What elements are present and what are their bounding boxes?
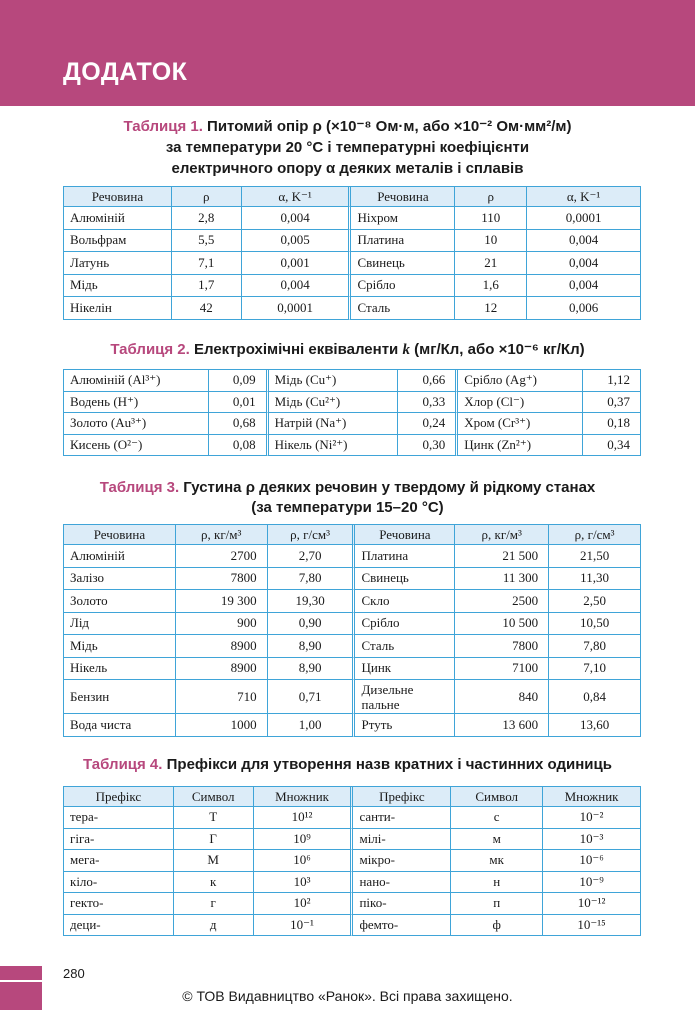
t4-row (64, 893, 641, 915)
table3-label: Таблиця 3. (99, 479, 180, 496)
t3-cell: 7,80 (268, 568, 356, 591)
t3-cell: 11 300 (455, 568, 549, 591)
table3-header-cell: Речовина (355, 525, 455, 545)
table1-caption (0, 117, 695, 137)
t1-row (64, 297, 641, 320)
t2-cell: 0,09 (209, 370, 269, 392)
t4-cell: д (174, 915, 254, 937)
t2-cell: Натрій (Na⁺) (269, 413, 399, 435)
t2-row (64, 435, 641, 457)
t3-cell: Золото (64, 590, 176, 613)
t3-cell: 0,84 (549, 680, 641, 714)
table4-header-cell: Символ (451, 787, 543, 807)
table4-header-cell: Символ (174, 787, 254, 807)
t3-cell: Вода чиста (64, 714, 176, 737)
t3-cell: 1000 (176, 714, 268, 737)
t3-cell: 19,30 (268, 590, 356, 613)
t4-cell: 10⁶ (254, 850, 354, 872)
t1-cell: 1,6 (455, 275, 527, 298)
t2-cell: 0,33 (398, 392, 458, 414)
t4-cell: м (451, 829, 543, 851)
table1-header-cell: ρ (172, 187, 242, 207)
table3-header-cell: ρ, кг/м³ (176, 525, 268, 545)
t4-cell: 10⁹ (254, 829, 354, 851)
table2-electrochemical (63, 369, 641, 456)
table3-caption (0, 478, 695, 498)
t1-row (64, 252, 641, 275)
t3-cell: 7800 (455, 635, 549, 658)
t4-row (64, 872, 641, 894)
t1-cell: Нікелін (64, 297, 172, 320)
t1-cell: 5,5 (172, 230, 242, 253)
table4-prefixes (63, 786, 641, 936)
t3-cell: Ртуть (355, 714, 455, 737)
table3-header-cell: ρ, кг/м³ (455, 525, 549, 545)
t3-row (64, 658, 641, 681)
t3-cell: 19 300 (176, 590, 268, 613)
t3-cell: Дизельне пальне (355, 680, 455, 714)
t4-cell: Г (174, 829, 254, 851)
t2-cell: 0,37 (583, 392, 641, 414)
t3-cell: Мідь (64, 635, 176, 658)
t2-cell: Водень (H⁺) (64, 392, 209, 414)
table3-header-cell: ρ, г/см³ (268, 525, 356, 545)
t4-cell: М (174, 850, 254, 872)
t4-cell: тера- (64, 807, 174, 829)
t1-cell: Алюміній (64, 207, 172, 230)
table4-header-cell: Множник (254, 787, 354, 807)
t1-cell: 0,001 (242, 252, 352, 275)
t4-cell: 10⁻² (543, 807, 641, 829)
table1-caption-line3: електричного опору α деяких металів і сплавів (171, 160, 524, 177)
t1-cell: 0,0001 (242, 297, 352, 320)
t3-cell: Скло (355, 590, 455, 613)
t1-row (64, 230, 641, 253)
t3-cell: Платина (355, 545, 455, 568)
t4-cell: п (451, 893, 543, 915)
t1-cell: 0,005 (242, 230, 352, 253)
t4-cell: н (451, 872, 543, 894)
t4-cell: 10⁻¹² (543, 893, 641, 915)
t1-cell: Сталь (351, 297, 455, 320)
t2-cell: Хром (Cr³⁺) (458, 413, 583, 435)
t3-cell: 13 600 (455, 714, 549, 737)
t4-cell: 10² (254, 893, 354, 915)
t3-cell: 7,80 (549, 635, 641, 658)
t3-cell: 0,90 (268, 613, 356, 636)
t3-row (64, 568, 641, 591)
t4-cell: мікро- (353, 850, 451, 872)
t2-cell: Мідь (Cu²⁺) (269, 392, 399, 414)
t3-cell: Цинк (355, 658, 455, 681)
table2-caption-k: k (402, 342, 410, 358)
t4-cell: с (451, 807, 543, 829)
t2-cell: 0,66 (398, 370, 458, 392)
table3-caption-line2: (за температури 15–20 °C) (251, 499, 444, 516)
t4-cell: деци- (64, 915, 174, 937)
t3-cell: 13,60 (549, 714, 641, 737)
t3-cell: Нікель (64, 658, 176, 681)
t3-cell: 21 500 (455, 545, 549, 568)
t1-row (64, 207, 641, 230)
t3-cell: 2500 (455, 590, 549, 613)
t2-cell: Цинк (Zn²⁺) (458, 435, 583, 457)
t1-cell: 0,0001 (527, 207, 641, 230)
t4-cell: 10⁻¹⁵ (543, 915, 641, 937)
t2-cell: 1,12 (583, 370, 641, 392)
t4-cell: к (174, 872, 254, 894)
t1-cell: 0,004 (242, 207, 352, 230)
t1-cell: Свинець (351, 252, 455, 275)
t1-cell: Вольфрам (64, 230, 172, 253)
table4-header-row (64, 787, 641, 807)
t4-row (64, 850, 641, 872)
t1-row (64, 275, 641, 298)
t3-cell: 2,70 (268, 545, 356, 568)
t2-cell: Алюміній (Al³⁺) (64, 370, 209, 392)
t1-cell: Мідь (64, 275, 172, 298)
t3-row (64, 590, 641, 613)
t3-cell: 10,50 (549, 613, 641, 636)
t3-cell: 900 (176, 613, 268, 636)
t1-cell: 10 (455, 230, 527, 253)
table4-caption-text: Префікси для утворення назв кратних і частинних одиниць (162, 756, 612, 773)
t4-row (64, 807, 641, 829)
t2-cell: 0,68 (209, 413, 269, 435)
t1-cell: Ніхром (351, 207, 455, 230)
t2-row (64, 370, 641, 392)
t2-cell: 0,08 (209, 435, 269, 457)
t3-cell: 8,90 (268, 658, 356, 681)
t4-cell: 10⁻³ (543, 829, 641, 851)
table1-header-cell: ρ (455, 187, 527, 207)
t2-cell: Нікель (Ni²⁺) (269, 435, 399, 457)
t4-cell: фемто- (353, 915, 451, 937)
t3-cell: Лід (64, 613, 176, 636)
page-title: ДОДАТОК (63, 58, 188, 86)
t4-row (64, 829, 641, 851)
t4-cell: ф (451, 915, 543, 937)
t3-cell: 710 (176, 680, 268, 714)
t3-cell: 2700 (176, 545, 268, 568)
t2-cell: Хлор (Cl⁻) (458, 392, 583, 414)
t1-cell: 12 (455, 297, 527, 320)
table4-header-cell: Префікс (353, 787, 451, 807)
t4-cell: 10⁻⁹ (543, 872, 641, 894)
table3-header-cell: Речовина (64, 525, 176, 545)
t3-cell: 7,10 (549, 658, 641, 681)
t4-cell: Т (174, 807, 254, 829)
page-header-band (0, 0, 695, 106)
table1-resistivity (63, 186, 641, 320)
t2-row (64, 392, 641, 414)
t1-cell: 2,8 (172, 207, 242, 230)
table3-caption-line1: Густина ρ деяких речовин у твердому й рідкому станах (179, 479, 596, 496)
t4-cell: мілі- (353, 829, 451, 851)
t2-cell: 0,18 (583, 413, 641, 435)
t2-cell: 0,34 (583, 435, 641, 457)
page-number: 280 (63, 966, 85, 981)
t1-cell: 0,004 (527, 275, 641, 298)
t2-cell: Золото (Au³⁺) (64, 413, 209, 435)
t3-cell: 840 (455, 680, 549, 714)
t3-cell: 21,50 (549, 545, 641, 568)
table1-header-cell: α, K⁻¹ (527, 187, 641, 207)
t3-cell: 0,71 (268, 680, 356, 714)
table4-header-cell: Префікс (64, 787, 174, 807)
t3-cell: 8,90 (268, 635, 356, 658)
t1-cell: Платина (351, 230, 455, 253)
table1-caption-line1: Питомий опір ρ (×10⁻⁸ Ом·м, або ×10⁻² Ом·мм²/м) (202, 118, 572, 135)
t3-cell: Залізо (64, 568, 176, 591)
table3-density (63, 524, 641, 737)
t3-cell: 8900 (176, 658, 268, 681)
t1-cell: 42 (172, 297, 242, 320)
t2-cell: Срібло (Ag⁺) (458, 370, 583, 392)
t4-cell: 10¹² (254, 807, 354, 829)
table1-header-cell: Речовина (351, 187, 455, 207)
table1-header-row (64, 187, 641, 207)
t4-cell: г (174, 893, 254, 915)
table1-label: Таблиця 1. (123, 118, 203, 135)
table1-header-cell: Речовина (64, 187, 172, 207)
table3-header-cell: ρ, г/см³ (549, 525, 641, 545)
t4-cell: 10⁻⁶ (543, 850, 641, 872)
table4-header-cell: Множник (543, 787, 641, 807)
t1-cell: 21 (455, 252, 527, 275)
t3-row (64, 635, 641, 658)
t2-row (64, 413, 641, 435)
t3-row (64, 613, 641, 636)
t3-cell: Бензин (64, 680, 176, 714)
t1-cell: 0,006 (527, 297, 641, 320)
t1-cell: 0,004 (527, 230, 641, 253)
t1-cell: Срібло (351, 275, 455, 298)
t3-cell: 10 500 (455, 613, 549, 636)
t2-cell: Мідь (Cu⁺) (269, 370, 399, 392)
t3-cell: 7100 (455, 658, 549, 681)
t4-cell: 10³ (254, 872, 354, 894)
t1-cell: 0,004 (527, 252, 641, 275)
t4-cell: гекто- (64, 893, 174, 915)
t4-cell: нано- (353, 872, 451, 894)
table2-label: Таблиця 2. (110, 341, 190, 358)
t3-row (64, 545, 641, 568)
t3-cell: 1,00 (268, 714, 356, 737)
t4-cell: мк (451, 850, 543, 872)
t3-cell: 8900 (176, 635, 268, 658)
t4-cell: санти- (353, 807, 451, 829)
t1-cell: 110 (455, 207, 527, 230)
t3-cell: Срібло (355, 613, 455, 636)
copyright-notice: © ТОВ Видавництво «Ранок». Всі права захищено. (182, 988, 513, 1004)
t3-cell: Свинець (355, 568, 455, 591)
t2-cell: 0,24 (398, 413, 458, 435)
t3-row (64, 714, 641, 737)
t2-cell: 0,01 (209, 392, 269, 414)
table3-header-row (64, 525, 641, 545)
table2-caption-b: (мг/Кл, або ×10⁻⁶ кг/Кл) (409, 341, 585, 358)
t3-cell: 7800 (176, 568, 268, 591)
t3-cell: 2,50 (549, 590, 641, 613)
table4-caption (0, 755, 695, 775)
t4-cell: 10⁻¹ (254, 915, 354, 937)
table4-label: Таблиця 4. (83, 756, 163, 773)
footer-accent-bar (0, 966, 42, 980)
t3-row (64, 680, 641, 714)
table1-caption-line2: за температури 20 °C і температурні коефіцієнти (165, 139, 530, 156)
t4-cell: гіга- (64, 829, 174, 851)
table1-header-cell: α, K⁻¹ (242, 187, 352, 207)
t1-cell: Латунь (64, 252, 172, 275)
t4-cell: піко- (353, 893, 451, 915)
t3-cell: Алюміній (64, 545, 176, 568)
t4-cell: мега- (64, 850, 174, 872)
t1-cell: 7,1 (172, 252, 242, 275)
t3-cell: Сталь (355, 635, 455, 658)
table2-caption-a: Електрохімічні еквіваленти (189, 341, 403, 358)
t1-cell: 1,7 (172, 275, 242, 298)
t2-cell: 0,30 (398, 435, 458, 457)
t2-cell: Кисень (O²⁻) (64, 435, 209, 457)
t3-cell: 11,30 (549, 568, 641, 591)
t4-row (64, 915, 641, 937)
t1-cell: 0,004 (242, 275, 352, 298)
t4-cell: кіло- (64, 872, 174, 894)
table2-caption (0, 340, 695, 360)
